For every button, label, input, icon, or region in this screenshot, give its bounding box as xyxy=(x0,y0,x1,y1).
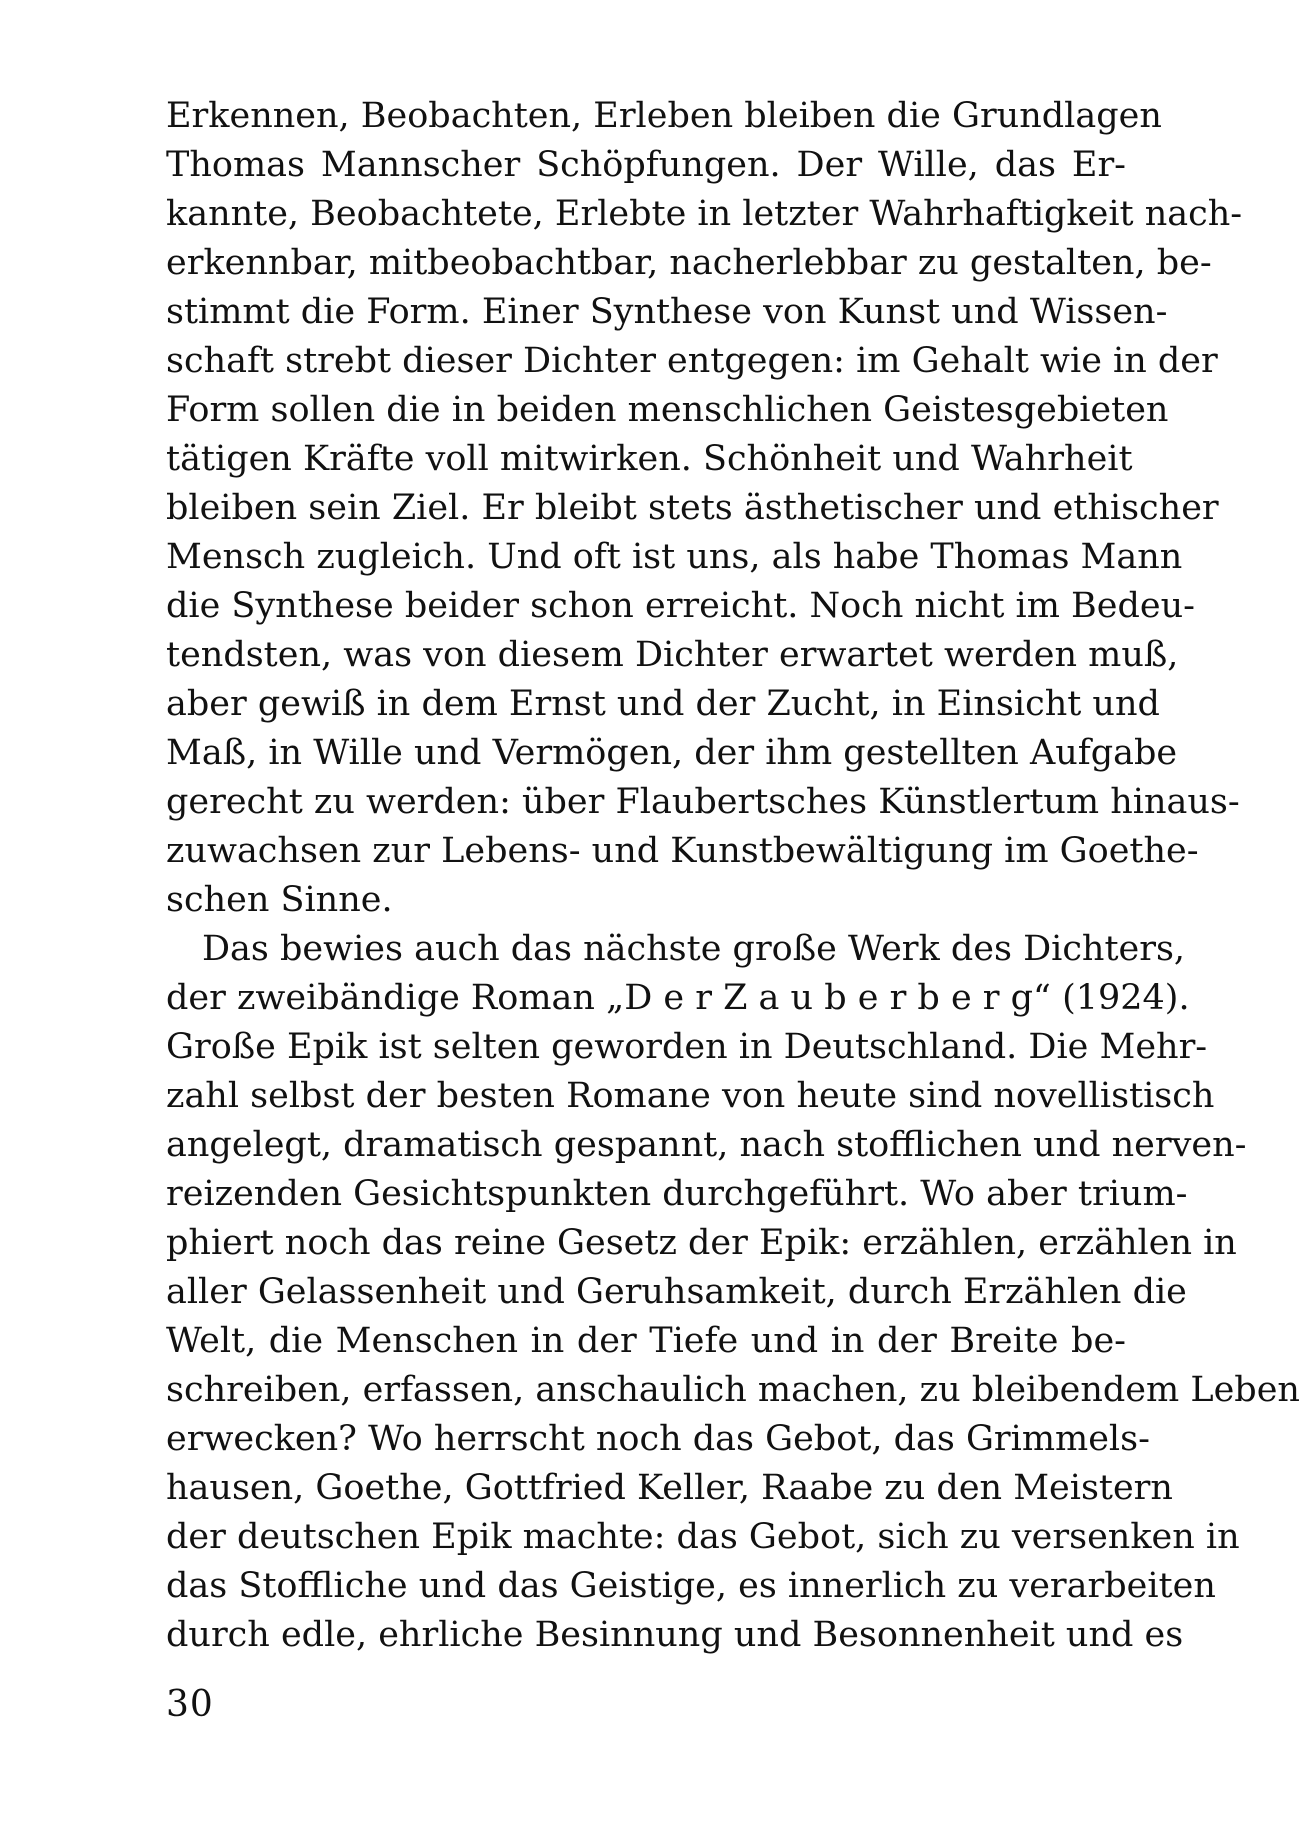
text-line: angelegt, dramatisch gespannt, nach stofflichen und nerven- xyxy=(166,1125,1247,1165)
text-line: zahl selbst der besten Romane von heute sind novellistisch xyxy=(166,1076,1215,1116)
text-line: der zweibändige Roman „D e r Z a u b e r b e r g“ (1924). xyxy=(166,978,1190,1018)
text-line: hausen, Goethe, Gottfried Keller, Raabe zu den Meistern xyxy=(166,1468,1173,1508)
text-line: Mensch zugleich. Und oft ist uns, als habe Thomas Mann xyxy=(166,537,1183,577)
text-line: schaft strebt dieser Dichter entgegen: im Gehalt wie in der xyxy=(166,341,1218,381)
text-line: tendsten, was von diesem Dichter erwartet werden muß, xyxy=(166,635,1179,675)
text-line: gerecht zu werden: über Flaubertsches Künstlertum hinaus- xyxy=(166,782,1240,822)
text-line: zuwachsen zur Lebens- und Kunstbewältigung im Goethe- xyxy=(166,831,1199,871)
text-line: das Stoffliche und das Geistige, es innerlich zu verarbeiten xyxy=(166,1566,1216,1606)
text-line: tätigen Kräfte voll mitwirken. Schönheit und Wahrheit xyxy=(166,439,1133,479)
text-line: Thomas Mannscher Schöpfungen. Der Wille, das Er- xyxy=(166,145,1126,185)
text-line: erwecken? Wo herrscht noch das Gebot, das Grimmels- xyxy=(166,1419,1150,1459)
page-number: 30 xyxy=(166,1684,214,1725)
text-line: durch edle, ehrliche Besinnung und Besonnenheit und es xyxy=(166,1615,1184,1655)
text-line: erkennbar, mitbeobachtbar, nacherlebbar zu gestalten, be- xyxy=(166,243,1212,283)
text-line: schen Sinne. xyxy=(166,880,393,920)
text-line: aller Gelassenheit und Geruhsamkeit, durch Erzählen die xyxy=(166,1272,1187,1312)
text-line: Das bewies auch das nächste große Werk des Dichters, xyxy=(202,929,1186,969)
body-text xyxy=(166,92,1300,1660)
text-line: bleiben sein Ziel. Er bleibt stets ästhetischer und ethischer xyxy=(166,488,1219,528)
text-line: schreiben, erfassen, anschaulich machen, zu bleibendem Leben xyxy=(166,1370,1300,1410)
text-line: aber gewiß in dem Ernst und der Zucht, in Einsicht und xyxy=(166,684,1160,724)
text-line: Große Epik ist selten geworden in Deutschland. Die Mehr- xyxy=(166,1027,1208,1067)
text-line: Erkennen, Beobachten, Erleben bleiben die Grundlagen xyxy=(166,96,1162,136)
text-line: stimmt die Form. Einer Synthese von Kunst und Wissen- xyxy=(166,292,1168,332)
text-line: Welt, die Menschen in der Tiefe und in der Breite be- xyxy=(166,1321,1126,1361)
text-line: Form sollen die in beiden menschlichen Geistesgebieten xyxy=(166,390,1169,430)
paragraph-2 xyxy=(166,925,1300,1660)
paragraph-1 xyxy=(166,92,1243,925)
text-line: reizenden Gesichtspunkten durchgeführt. Wo aber trium- xyxy=(166,1174,1188,1214)
text-line: die Synthese beider schon erreicht. Noch nicht im Bedeu- xyxy=(166,586,1195,626)
text-line: kannte, Beobachtete, Erlebte in letzter Wahrhaftigkeit nach- xyxy=(166,194,1243,234)
text-line: phiert noch das reine Gesetz der Epik: erzählen, erzählen in xyxy=(166,1223,1237,1263)
text-line: Maß, in Wille und Vermögen, der ihm gestellten Aufgabe xyxy=(166,733,1178,773)
text-line: der deutschen Epik machte: das Gebot, sich zu versenken in xyxy=(166,1517,1240,1557)
